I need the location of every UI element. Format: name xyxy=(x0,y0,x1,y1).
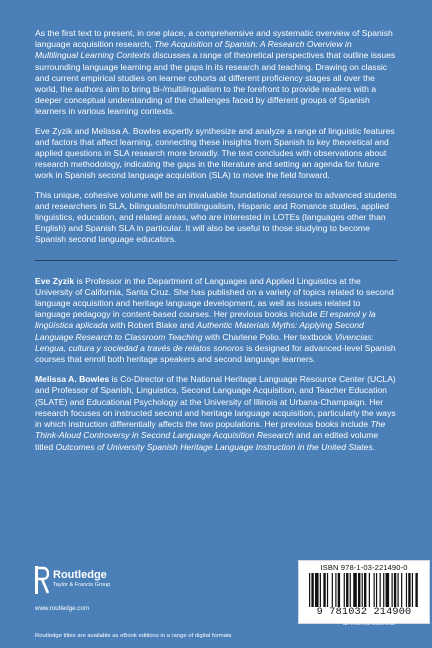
description-paragraph xyxy=(35,190,397,246)
barcode-bar xyxy=(327,573,328,607)
barcode-bar xyxy=(383,573,384,607)
book-description xyxy=(35,28,397,246)
barcode-bar xyxy=(353,573,357,607)
barcode-bar xyxy=(397,573,398,607)
description-paragraph xyxy=(35,28,397,118)
barcode-bar xyxy=(338,573,340,607)
barcode-bar xyxy=(394,573,396,607)
description-paragraph xyxy=(35,126,397,182)
isbn-barcode xyxy=(298,560,430,624)
barcode-bar xyxy=(350,573,351,607)
routledge-logo xyxy=(35,566,155,604)
publisher-group: Taylor & Francis Group xyxy=(53,582,111,588)
text-run: . xyxy=(372,441,376,452)
informa-tagline: an informa business xyxy=(343,621,395,627)
barcode-bar xyxy=(374,573,375,607)
author-name: Melissa A. Bowles xyxy=(35,374,110,385)
text-run: with Charlene Polio. Her textbook xyxy=(202,331,335,342)
barcode-bar xyxy=(311,573,313,607)
publisher-website[interactable]: www.routledge.com xyxy=(35,605,89,612)
barcode-bar xyxy=(369,573,370,607)
author-bios xyxy=(35,276,397,453)
barcode-bar xyxy=(346,573,348,607)
book-title: El espanol y la lingüística aplicada xyxy=(35,309,376,331)
barcode-bar xyxy=(408,573,410,607)
barcode-bar xyxy=(335,573,336,607)
barcode-bar xyxy=(380,573,381,607)
text-run: This unique, cohesive volume will be an invaluable foundational resource to advanced students and researchers in SLA, bilingualism/multilingualism, Hispanic and Romance studies, applied linguistics, education, and related areas, who are interested in LOTEs (languages other than English) and Spanish SLA in particular. It will also be useful to those studying to become Spanish second language educators. xyxy=(35,189,397,245)
author-name: Eve Zyzik xyxy=(35,275,75,286)
barcode-bar xyxy=(376,573,377,607)
book-title: Authentic Materials Myths: Applying Second Language Research to Classroom Teaching xyxy=(35,320,364,342)
book-title: The Think-Aloud Controversy in Second Language Acquisition Research xyxy=(35,419,386,441)
barcode-bar xyxy=(323,573,325,607)
barcode-bar xyxy=(320,573,321,607)
section-divider xyxy=(35,260,397,261)
barcode-bar xyxy=(362,573,363,607)
barcode-bar xyxy=(386,573,390,607)
text-run: As the first text to present, in one place, a comprehensive and systematic overview of Spanish language acquisition research, xyxy=(35,28,393,50)
barcode-bar xyxy=(315,573,319,607)
text-run: and an edited volume titled xyxy=(35,430,379,452)
barcode-bar xyxy=(401,573,402,607)
book-title: Vivencias: Lengua, cultura y sociedad a través de relatos sonoros xyxy=(35,331,374,353)
barcode-digits: 9 781032 214900 xyxy=(316,607,412,618)
author-bio xyxy=(35,374,397,452)
text-run: is Co-Director of the National Heritage Language Resource Center (UCLA) and Professor of Spanish, Linguistics, Second Language Acquisition, and Teacher Education (SLATE) and Educational Psychology at the University of Illinois at Urbana-Champaign. Her research focuses on instructed second and heritage language acquisition, particularly the ways in which instruction differentially affects the two populations. Her previous books include xyxy=(35,374,396,430)
barcode-bar xyxy=(344,573,345,607)
publisher-name: Routledge xyxy=(53,569,107,581)
barcode-bar xyxy=(412,573,413,607)
barcode-bar xyxy=(415,573,417,607)
text-run: Eve Zyzik and Melissa A. Bowles expertly synthesize and analyze a range of linguistic features and factors that affect learning, connecting these insights from Spanish to key theoretical and applied questions in SLA research more broadly. The text concludes with observations about research methodology, indicating the gaps in the literature and setting an agenda for future work in Spanish second language acquisition (SLA) to move the field forward. xyxy=(35,125,395,181)
barcode-bar xyxy=(309,573,310,607)
text-run: discusses a range of theoretical perspectives that outline issues surrounding language learning and the gaps in its research and teaching. Drawing on classic and current empirical studies on learner cohorts at different proficiency stages all over the world, the authors aim to bring bi-/multilingualism to the forefront to provide readers with a deeper conceptual understanding of the challenges faced by different groups of Spanish learners in various learning contexts. xyxy=(35,50,396,117)
book-title: The Acquisition of Spanish: A Research Overview in Multilingual Learning Contexts xyxy=(35,39,352,61)
author-bio xyxy=(35,276,397,366)
cover-text xyxy=(35,28,397,462)
barcode-graphic xyxy=(307,573,421,607)
text-run: is Professor in the Department of Languages and Applied Linguistics at the University of California, Santa Cruz. She has published on a variety of topics related to second language acquisition and heritage language development, as well as issues related to language pedagogy in content-based courses. Her previous books include xyxy=(35,275,394,320)
text-run: with Robert Blake and xyxy=(107,320,197,331)
barcode-bar xyxy=(406,573,407,607)
barcode-bar xyxy=(364,573,366,607)
isbn-label: ISBN 978-1-03-221490-0 xyxy=(320,563,408,572)
text-run: is designed for advanced-level Spanish courses that enroll both heritage speakers and second language learners. xyxy=(35,342,396,365)
ebook-note: Routledge titles are available as eBook editions in a range of digital formats xyxy=(35,633,232,639)
barcode-bar xyxy=(332,573,333,607)
book-title: Outcomes of University Spanish Heritage Language Instruction in the United States xyxy=(55,441,373,452)
barcode-bar xyxy=(358,573,360,607)
barcode-bar xyxy=(392,573,393,607)
routledge-r-icon xyxy=(35,566,49,594)
